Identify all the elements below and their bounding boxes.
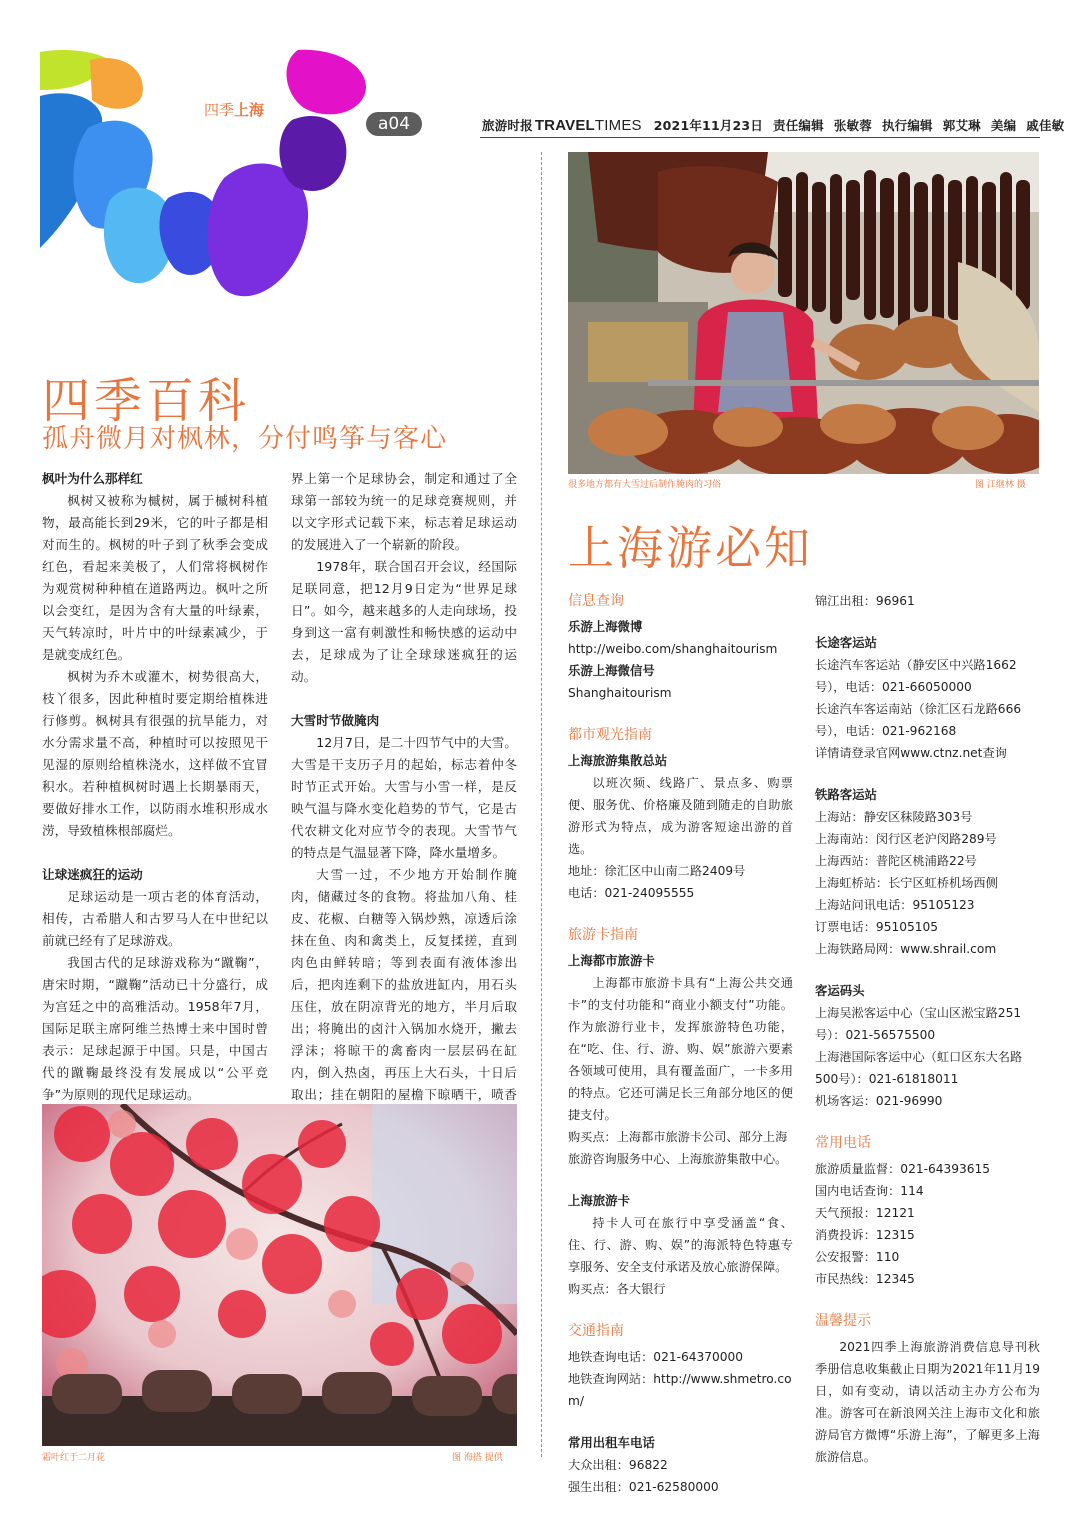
taxi-item: 强生出租：021-62580000 [568,1480,719,1494]
notice-head: 温馨提示 [815,1313,871,1329]
rail-item: 上海西站：普陀区桃浦路22号 [815,854,977,868]
rail-item: 上海铁路局网：www.shrail.com [815,942,997,956]
card2-buy: 购买点：各大银行 [568,1282,666,1296]
hotline-item: 市民热线：12345 [815,1272,915,1286]
ferry-item: 机场客运：021-96990 [815,1094,943,1108]
section-heading: 让球迷疯狂的运动 [42,867,143,882]
card-guide-head: 旅游卡指南 [568,927,638,943]
card2-name: 上海旅游卡 [568,1193,630,1208]
wechat-label: 乐游上海微信号 [568,663,655,678]
card2-desc: 持卡人可在旅行中享受涵盖“食、住、行、游、购、娱”的海派特色特惠专享服务、安全支付承诺及放心旅游保障。 [568,1216,793,1274]
city-guide-head: 都市观光指南 [568,727,652,743]
center-phone: 电话：021-24095555 [568,886,695,900]
coach-head: 长途客运站 [815,635,877,650]
cured-meat-photo [568,152,1039,474]
ferry-item: 上海吴淞客运中心（宝山区淞宝路251号）：021-56575500 [815,1006,1022,1042]
rail-item: 上海站问讯电话：95105123 [815,898,975,912]
wechat-id: Shanghaitourism [568,686,672,700]
brand-en-bold: TRAVEL [534,117,595,134]
section-heading: 枫叶为什么那样红 [42,471,143,486]
metro-site-link[interactable]: 地铁查询网站：http://www.shmetro.com/ [568,1372,792,1408]
transport-head: 交通指南 [568,1323,624,1339]
ferry-item: 上海港国际客运中心（虹口区东大名路500号）：021-61818011 [815,1050,1023,1086]
bottom-photo-credit: 图 海搭 提供 [452,1453,503,1463]
exec-editor-label: 执行编辑 [881,118,933,133]
paragraph: 大雪一过，不少地方开始制作腌肉，储藏过冬的食物。将盐加八角、桂皮、花椒、白糖等入锅炒熟，凉透后涂抹在鱼、肉和禽类上，反复揉搓，直到肉色由鲜转暗；等到表面有液体渗出后，把肉连剩下的盐放进缸内，用石头压住，放在阴凉背光的地方，半月后取出；将腌出的卤汁入锅加水烧开，撇去浮沫；将晾干的禽畜肉一层层码在缸内，倒入热卤，再压上大石头，十日后取出；挂在朝阳的屋檐下晾晒干，喷香 [291,867,517,1102]
hotline-item: 旅游质量监督：021-64393615 [815,1162,991,1176]
hotline-item: 公安报警：110 [815,1250,900,1264]
hotlines-head: 常用电话 [815,1135,871,1151]
brand-en [535,117,642,134]
maple-leaves-photo [42,1104,517,1446]
guide-column-2 [815,590,1040,1468]
rail-item: 订票电话：95105105 [815,920,938,934]
pebble-magenta [287,50,366,115]
coach-item: 详情请登录官网www.ctnz.net查询 [815,746,1007,760]
column-divider [541,152,542,1457]
header-rule [480,137,1040,138]
pebble-orange [90,58,143,109]
art-label: 美编 [990,118,1017,133]
hotline-item: 天气预报：12121 [815,1206,915,1220]
hotline-item: 消费投诉：12315 [815,1228,915,1242]
pebble-purple [279,116,346,191]
section-label-b: 上海 [234,101,265,119]
guide-title: 上海游必知 [568,521,813,575]
editor-label: 责任编辑 [773,118,824,133]
card1-name: 上海都市旅游卡 [568,953,655,968]
cured-meat-illustration [568,152,1039,474]
metro-phone: 地铁查询电话：021-64370000 [568,1350,744,1364]
taxi-item: 锦江出租：96961 [815,594,915,608]
paragraph: 1978年，联合国召开会议，经国际足联同意，把12月9日定为“世界足球日”。如今，越来越多的人走向球场，投身到这一富有刺激性和畅快感的运动中去，足球成为了让全球球迷疯狂的运动。 [291,559,517,684]
center-desc: 以班次频、线路广、景点多、购票便、服务优、价格廉及随到随走的自助旅游形式为特点，成为游客短途出游的首选。 [568,776,793,856]
paragraph: 足球运动是一项古老的体育活动，相传，古希腊人和古罗马人在中世纪以前就已经有了足球游戏。 [42,889,268,948]
article-column-2 [291,468,517,1128]
coach-item: 长途汽车客运站（静安区中兴路1662号），电话：021-66050000 [815,658,1017,694]
paragraph: 12月7日，是二十四节气中的大雪。大雪是干支历子月的起始，标志着仲冬时节正式开始。大雪与小雪一样，是反映气温与降水变化趋势的节气，它是古代农耕文化对应节令的表现。大雪节气的特点是气温显著下降，降水量增多。 [291,735,517,860]
taxi-head: 常用出租车电话 [568,1435,655,1450]
maple-leaves-illustration [42,1104,517,1446]
article-column-1 [42,468,268,1150]
article-title: 四季百科 [42,373,251,429]
taxi-item: 大众出租：96822 [568,1458,668,1472]
rail-item: 上海南站：闵行区老沪闵路289号 [815,832,997,846]
art-name: 戚佳敏 [1026,118,1065,133]
editor-name: 张敏蓉 [833,118,872,133]
card1-buy: 购买点：上海都市旅游卡公司、部分上海旅游咨询服务中心、上海旅游集散中心。 [568,1130,788,1166]
brand-en-light: TIMES [594,117,642,134]
section-label [204,99,264,120]
notice-text: 2021四季上海旅游消费信息导刊秋季册信息收集截止日期为2021年11月19日，如有变动，请以活动主办方公布为准。游客可在新浪网关注上海市文化和旅游局官方微博“乐游上海”，了解更多上海旅游信息。 [815,1340,1040,1464]
article-subtitle: 孤舟微月对枫林，分付鸣筝与客心 [42,424,448,454]
weibo-url-link[interactable]: http://weibo.com/shanghaitourism [568,642,778,656]
rail-item: 上海虹桥站：长宁区虹桥机场西侧 [815,876,998,890]
top-photo-credit: 图 江继林 摄 [975,480,1026,490]
exec-editor-name: 郭艾琳 [942,118,981,133]
bottom-photo-caption: 霜叶红于二月花 [42,1453,106,1463]
rail-item: 上海站：静安区秣陵路303号 [815,810,973,824]
pebble-logo-graphic [40,48,370,308]
ferry-head: 客运码头 [815,983,865,998]
brand-cn: 旅游时报 [482,118,533,133]
page-number-badge: a04 [366,112,422,136]
section-label-a: 四季 [204,101,235,119]
issue-date: 2021年11月23日 [653,118,764,133]
weibo-label: 乐游上海微博 [568,619,643,634]
coach-item: 长途汽车客运南站（徐汇区石龙路666号），电话：021-962168 [815,702,1022,738]
paragraph: 枫树又被称为槭树，属于槭树科植物，最高能长到29米，它的叶子都是相对而生的。枫树的叶子到了秋季会变成红色，看起来美极了，人们常将枫树作为观赏树种种植在道路两边。枫叶之所以会变红，是因为含有大量的叶绿素，天气转凉时，叶片中的叶绿素减少，于是就变成红色。 [42,493,268,662]
top-photo-caption: 很多地方都有大雪过后制作腌肉的习俗 [568,480,722,490]
paragraph: 界上第一个足球协会，制定和通过了全球第一部较为统一的足球竞赛规则，并以文字形式记载下来，标志着足球运动的发展进入了一个崭新的阶段。 [291,471,517,552]
info-query-head: 信息查询 [568,593,624,609]
guide-column-1 [568,590,793,1498]
center-name: 上海旅游集散总站 [568,753,668,768]
center-address: 地址：徐汇区中山南二路2409号 [568,864,746,878]
masthead [482,116,1074,134]
paragraph: 枫树为乔木或灌木，树势很高大，枝丫很多，因此种植时要定期给植株进行修剪。枫树具有很强的抗旱能力，对水分需求量不高，种植时可以按照见干见湿的原则给植株浇水，这样做不宜冒积水。若种植枫树时遇上长期暴雨天，要做好排水工作，以防雨水堆积形成水涝，导致植株根部腐烂。 [42,669,268,838]
card1-desc: 上海都市旅游卡具有“上海公共交通卡”的支付功能和“商业小额支付”功能。作为旅游行业卡，发挥旅游特色功能，在“吃、住、行、游、购、娱”旅游六要素各领域可使用，具有覆盖面广，一卡多用的特点。它还可满足长三角部分地区的便捷支付。 [568,976,793,1122]
section-heading: 大雪时节做腌肉 [291,713,380,728]
hotline-item: 国内电话查询：114 [815,1184,924,1198]
paragraph: 我国古代的足球游戏称为“蹴鞠”，唐宋时期，“蹴鞠”活动已十分盛行，成为宫廷之中的高雅活动。1958年7月，国际足联主席阿维兰热博士来中国时曾表示：足球起源于中国。只是，中国古代的蹴鞠最终没有发展成以“公平竞争”为原则的现代足球运动。 [42,955,268,1102]
rail-head: 铁路客运站 [815,787,877,802]
